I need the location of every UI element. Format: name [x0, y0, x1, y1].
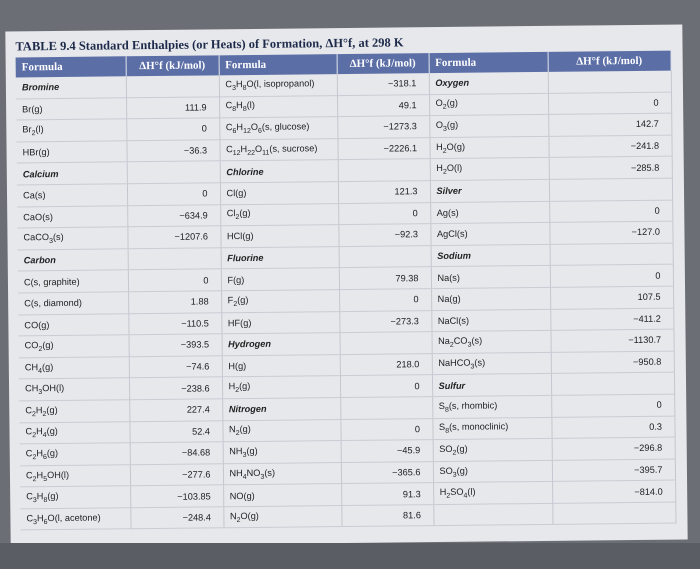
enthalpy-value: −74.6: [129, 356, 222, 379]
enthalpy-value: 81.6: [341, 504, 433, 527]
enthalpy-value: 218.0: [340, 353, 432, 376]
enthalpy-value: 0: [128, 269, 221, 292]
enthalpy-value: 142.7: [548, 113, 671, 136]
enthalpy-value: −395.7: [552, 459, 675, 482]
textbook-page: [5, 24, 687, 546]
formula-cell: $S_8(s$, rhombic): [432, 395, 551, 418]
formula-cell: HBr(g): [16, 141, 126, 164]
enthalpy-value: −92.3: [338, 224, 430, 247]
formula-cell: Br(g): [16, 97, 126, 120]
enthalpy-value: [127, 161, 220, 184]
formula-cell: $C_3H_8(g)$: [20, 486, 130, 509]
formula-cell: AgCl(s): [430, 223, 549, 246]
enthalpy-value: [128, 248, 221, 271]
section-heading: Nitrogen: [222, 397, 340, 420]
enthalpy-value: [550, 243, 673, 266]
enthalpy-value: [548, 71, 671, 93]
enthalpy-value: [126, 75, 219, 97]
formula-cell: [433, 503, 552, 526]
enthalpy-value: 0: [549, 200, 672, 223]
enthalpy-value: [338, 159, 430, 182]
enthalpy-value: −84.68: [130, 442, 223, 465]
formula-cell: Na(g): [431, 287, 550, 310]
enthalpy-value: −238.6: [129, 377, 222, 400]
enthalpy-value: −110.5: [128, 312, 221, 335]
enthalpy-value: 107.5: [550, 286, 673, 309]
enthalpy-value: −1273.3: [337, 116, 429, 139]
formula-cell: $O_2(g)$: [429, 93, 548, 116]
enthalpy-value: 0.3: [551, 416, 674, 439]
enthalpy-value: −296.8: [552, 437, 675, 460]
formula-cell: $H_2SO_4(l)$: [433, 482, 552, 505]
header-formula: Formula: [429, 52, 548, 73]
formula-cell: $O_3(g)$: [429, 115, 548, 138]
formula-cell: CO(g): [18, 313, 128, 336]
section-heading: Carbon: [18, 249, 128, 272]
formula-cell: Na(s): [431, 266, 550, 289]
enthalpy-value: 111.9: [126, 96, 219, 119]
enthalpy-value: 0: [338, 202, 430, 225]
enthalpy-value: 0: [548, 92, 671, 115]
enthalpy-value: −2226.1: [337, 137, 429, 160]
enthalpy-value: −45.9: [341, 440, 433, 463]
enthalpy-value: −36.3: [126, 140, 219, 163]
formula-cell: NaCl(s): [431, 309, 550, 332]
section-heading: Fluorine: [221, 246, 339, 269]
header-formula: Formula: [16, 56, 126, 77]
formula-cell: HCl(g): [220, 225, 338, 248]
section-heading: Oxygen: [429, 72, 548, 94]
enthalpy-value: −103.85: [130, 485, 223, 508]
enthalpy-value: 0: [339, 289, 431, 312]
enthalpy-value: 91.3: [341, 483, 433, 506]
enthalpy-value: −365.6: [341, 461, 433, 484]
enthalpy-value: 0: [127, 183, 220, 206]
formula-cell: $CH_4(g)$: [19, 357, 129, 380]
enthalpy-value: 0: [550, 264, 673, 287]
section-heading: Chlorine: [220, 160, 338, 183]
enthalpy-value: [340, 397, 432, 420]
section-heading: Sulfur: [432, 374, 551, 397]
table-body: [16, 71, 676, 531]
formula-cell: $SO_2(g)$: [433, 438, 552, 461]
formula-cell: $Cl_2(g)$: [220, 203, 338, 226]
formula-cell: NO(g): [223, 484, 341, 507]
enthalpy-value: [339, 332, 431, 355]
formula-cell: $C_2H_5OH(l)$: [20, 464, 130, 487]
formula-cell: $NH_3(g)$: [223, 441, 341, 464]
enthalpy-value: 79.38: [339, 267, 431, 290]
section-heading: Bromine: [16, 76, 126, 98]
formula-cell: $H_2O(l)$: [430, 158, 549, 181]
enthalpy-value: −411.2: [550, 308, 673, 331]
table-number: TABLE 9.4: [15, 38, 76, 54]
formula-cell: $F_2(g)$: [221, 290, 339, 313]
enthalpy-value: −248.4: [130, 507, 223, 530]
formula-cell: $C_3H_8O(l$, isopropanol): [219, 74, 337, 96]
enthalpy-value: 1.88: [128, 291, 221, 314]
enthalpy-value: [552, 502, 675, 525]
formula-cell: $CH_3OH(l)$: [19, 378, 129, 401]
enthalpy-value: −393.5: [129, 334, 222, 357]
enthalpy-value: −318.1: [337, 73, 429, 95]
enthalpy-value: −127.0: [549, 221, 672, 244]
formula-cell: HF(g): [221, 311, 339, 334]
formula-cell: $Na_2CO_3(s)$: [431, 330, 550, 353]
section-heading: Calcium: [17, 162, 127, 185]
formula-cell: H(g): [222, 354, 340, 377]
enthalpy-value: −814.0: [552, 480, 675, 503]
formula-cell: F(g): [221, 268, 339, 291]
enthalpy-value: −273.3: [339, 310, 431, 333]
formula-cell: CaCO$_3$(s): [17, 227, 127, 250]
formula-cell: $H_2(g)$: [222, 376, 340, 399]
enthalpy-value: 0: [551, 394, 674, 417]
formula-cell: $C_2H_6(g)$: [20, 443, 130, 466]
enthalpy-value: [339, 245, 431, 268]
enthalpy-value: 49.1: [337, 94, 429, 117]
enthalpy-value: −1207.6: [127, 226, 220, 249]
formula-cell: Ag(s): [430, 201, 549, 224]
formula-cell: $C_8H_8(l)$: [219, 95, 337, 118]
enthalpy-value: −285.8: [549, 156, 672, 179]
dark-background-strip: [0, 543, 700, 569]
enthalpy-table: [16, 51, 676, 531]
formula-cell: $C_2H_2(g)$: [19, 400, 129, 423]
header-enthalpy: ΔH°f (kJ/mol): [126, 55, 219, 76]
formula-cell: $NH_4NO_3(s)$: [223, 462, 341, 485]
formula-cell: $C_2H_4(g)$: [19, 421, 129, 444]
header-formula: Formula: [219, 54, 337, 75]
enthalpy-value: −1130.7: [550, 329, 673, 352]
formula-cell: NaHCO$_3$(s): [432, 352, 551, 375]
formula-cell: $S_8(s$, monoclinic): [432, 417, 551, 440]
enthalpy-value: −634.9: [127, 204, 220, 227]
formula-cell: $N_2O(g)$: [223, 505, 341, 528]
enthalpy-value: 0: [340, 418, 432, 441]
header-enthalpy: ΔH°f (kJ/mol): [337, 53, 429, 74]
table-caption: Standard Enthalpies (or Heats) of Formation, ΔH°f, at 298 K: [78, 35, 404, 53]
formula-cell: C(s, diamond): [18, 292, 128, 315]
enthalpy-value: 121.3: [338, 181, 430, 204]
enthalpy-value: 52.4: [129, 420, 222, 443]
formula-cell: $C_6H_{12}O_6(s$, glucose): [219, 117, 337, 140]
formula-cell: Ca(s): [17, 184, 127, 207]
formula-cell: $C_{12}H_{22}O_{11}(s$, sucrose): [219, 138, 337, 161]
formula-cell: Cl(g): [220, 182, 338, 205]
formula-cell: $H_2O(g)$: [429, 136, 548, 159]
formula-cell: CaO(s): [17, 205, 127, 228]
formula-cell: $N_2(g)$: [222, 419, 340, 442]
enthalpy-value: 0: [340, 375, 432, 398]
enthalpy-value: −950.8: [551, 351, 674, 374]
section-heading: Sodium: [431, 244, 550, 267]
enthalpy-value: −277.6: [130, 463, 223, 486]
enthalpy-value: 227.4: [129, 399, 222, 422]
enthalpy-value: −241.8: [548, 135, 671, 158]
section-heading: Silver: [430, 179, 549, 202]
formula-cell: C(s, graphite): [18, 270, 128, 293]
enthalpy-value: [551, 372, 674, 395]
formula-cell: $CO_2(g)$: [19, 335, 129, 358]
table-title: [15, 35, 403, 54]
enthalpy-value: [549, 178, 672, 201]
formula-cell: $SO_3(g)$: [433, 460, 552, 483]
formula-cell: $Br_2(l)$: [16, 119, 126, 142]
enthalpy-value: 0: [126, 118, 219, 141]
formula-cell: $C_3H_6O(l$, acetone): [20, 508, 130, 531]
header-enthalpy: ΔH°f (kJ/mol): [548, 51, 671, 72]
section-heading: Hydrogen: [222, 333, 340, 356]
